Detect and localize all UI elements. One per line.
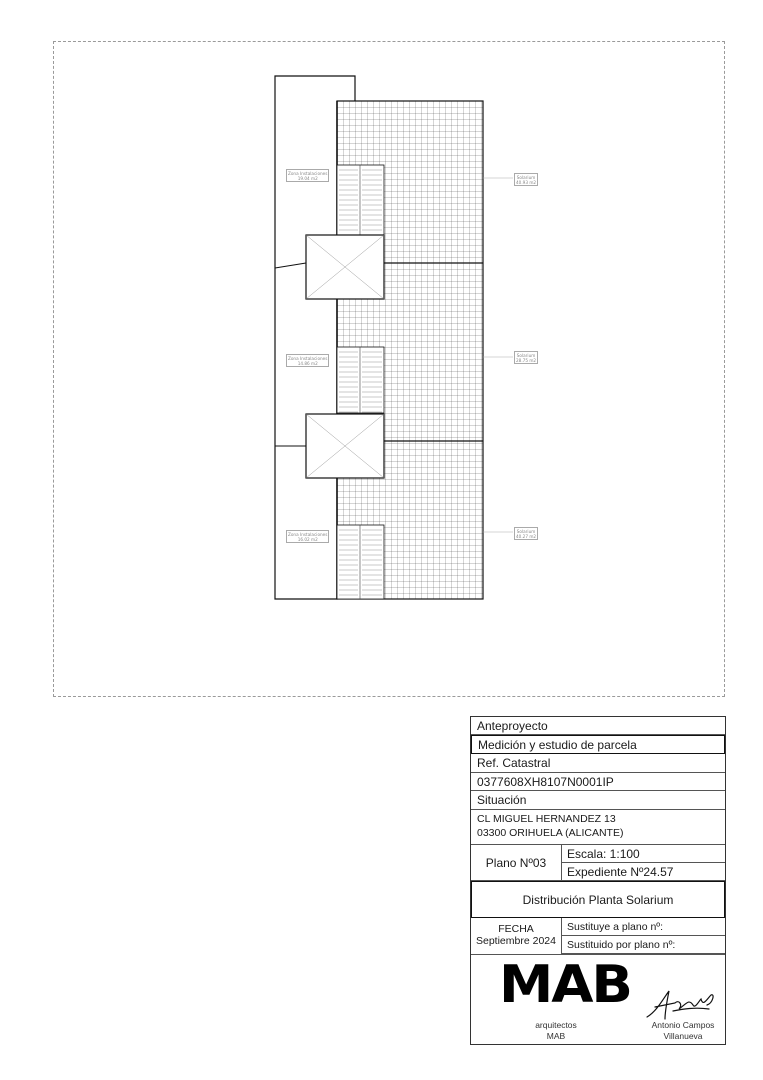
scale-text: Escala: 1:100 <box>567 846 640 861</box>
ref-value-row <box>471 773 725 791</box>
expediente-cell <box>562 863 725 881</box>
project-text: Medición y estudio de parcela <box>478 737 637 752</box>
replaces-cell <box>562 918 725 936</box>
solarium-label-3: Solarium 40.27 m2 <box>516 528 537 539</box>
zone-label-2: Zona Instalaciones 14.86 m2 <box>288 355 328 366</box>
replaced-by-text: Sustituido por plano nº: <box>567 938 676 951</box>
author-line-1: Antonio Campos <box>651 1020 715 1030</box>
title-block <box>470 716 726 1045</box>
project-row <box>471 735 725 754</box>
situation-label: Situación <box>477 793 527 807</box>
signature-icon <box>643 985 723 1025</box>
solarium-label-2: Solarium 28.75 m2 <box>516 352 537 363</box>
stair-3 <box>337 525 384 599</box>
zone-divider <box>275 263 306 268</box>
firm-line-1: arquitectos <box>535 1020 577 1030</box>
date-value: Septiembre 2024 <box>476 935 556 947</box>
void-1 <box>306 235 384 299</box>
zone-label-1: Zona Instalaciones 19.04 m2 <box>288 170 328 181</box>
replaced-by-cell <box>562 936 725 954</box>
drawing-title: Distribución Planta Solarium <box>522 892 674 907</box>
firm-name <box>521 1020 591 1042</box>
firm-line-2: MAB <box>546 1031 566 1041</box>
author-name <box>643 1020 723 1042</box>
address-line-1: CL MIGUEL HERNANDEZ 13 <box>477 813 616 825</box>
author-line-2: Villanueva <box>663 1031 703 1041</box>
plan-number: Plano Nº03 <box>485 855 547 870</box>
situation-row <box>471 791 725 810</box>
mab-logo: MAB <box>499 955 631 1015</box>
ref-value: 0377608XH8107N0001IP <box>477 774 614 789</box>
address-line-2: 03300 ORIHUELA (ALICANTE) <box>477 827 624 839</box>
phase-row <box>471 717 725 735</box>
void-2 <box>306 414 384 478</box>
zone-label-3: Zona Instalaciones 16.02 m2 <box>288 531 328 542</box>
ref-label: Ref. Catastral <box>477 756 551 770</box>
date-label: FECHA <box>498 923 534 935</box>
phase-text: Anteproyecto <box>477 718 548 733</box>
scale-cell <box>562 845 725 863</box>
address-row <box>471 810 725 845</box>
ref-label-row <box>471 754 725 773</box>
plan-number-cell <box>471 845 562 881</box>
date-cell <box>471 918 562 954</box>
solarium-label-1: Solarium 40.93 m2 <box>516 174 537 185</box>
drawing-title-cell <box>471 881 725 918</box>
expediente-text: Expediente Nº24.57 <box>567 864 674 879</box>
replaces-text: Sustituye a plano nº: <box>567 920 664 933</box>
